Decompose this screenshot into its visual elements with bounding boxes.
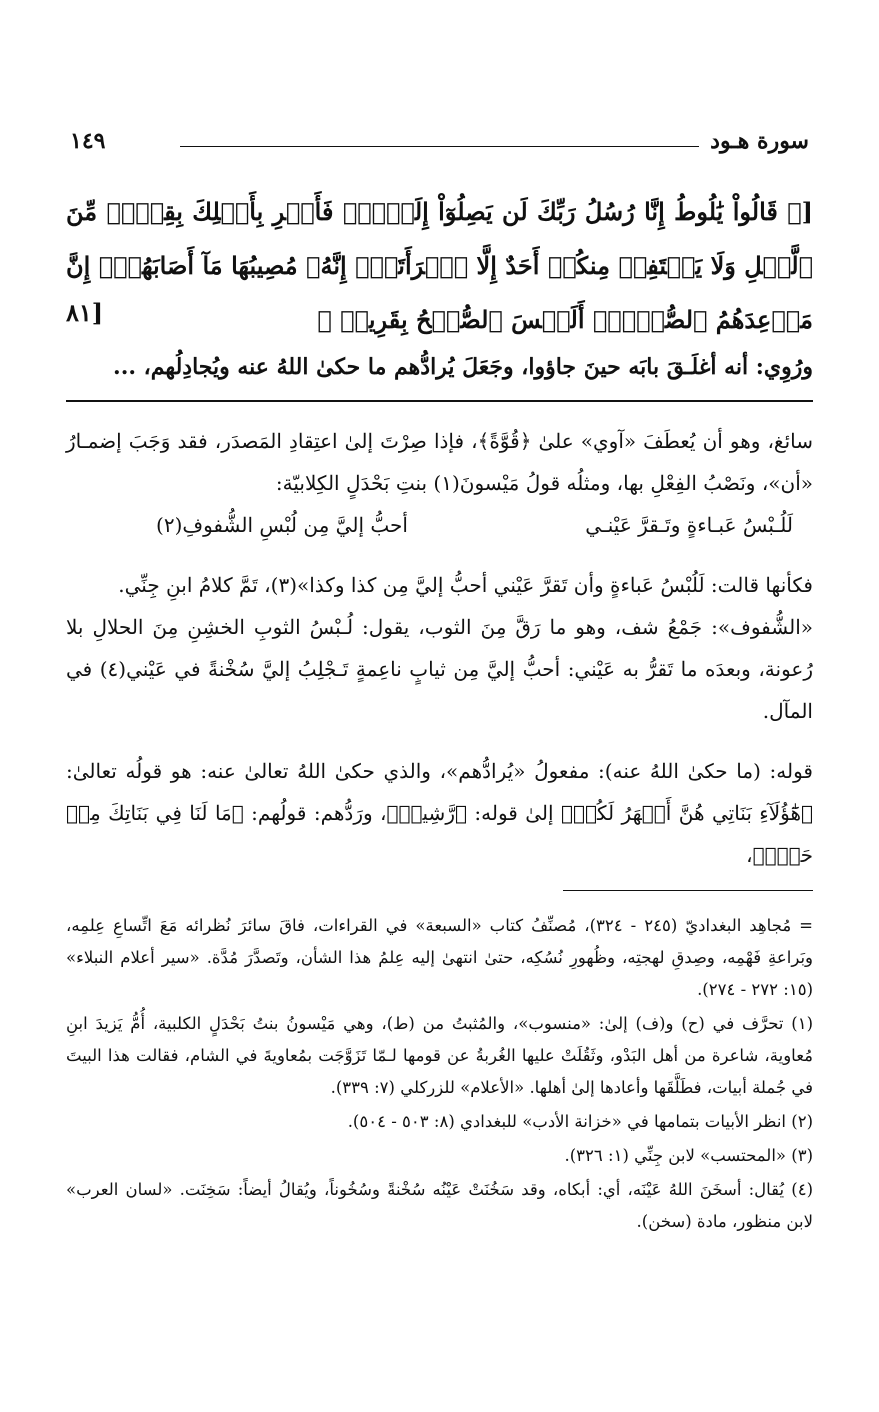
paragraph-4: قوله: (ما حكىٰ اللهُ عنه): مفعولُ «يُرادُّهم»، والذي حكىٰ اللهُ تعالىٰ عنه: هو قولُه تعالىٰ: ﴿هَٰٓؤُلَآءِ بَنَاتِي هُنَّ أَطۡهَرُ لَكُمۡ﴾ إلىٰ قوله: ﴿رَّشِيدٞ﴾، ورَدُّهم: قولُهم: ﴿مَا لَنَا فِي بَنَاتِكَ مِنۡ حَقّٖ﴾، — [66, 759, 813, 867]
commentary-body — [66, 420, 813, 876]
header-rule — [180, 146, 699, 147]
paragraph-1: سائغ، وهو أن يُعطَفَ «آوي» علىٰ ﴿قُوَّةً﴾، فإذا صِرْتَ إلىٰ اعتِقادِ المَصدَر، فقد وَجَبَ إضمـارُ «أن»، ونَصْبُ الفِعْلِ بها، ومثلُه قولُ مَيْسونَ(١) بنتِ بَحْدَلٍ الكِلابيّة: — [66, 429, 813, 495]
footnote-3: (٣) «المحتسب» لابن جِنِّي (١: ٣٢٦). — [564, 1146, 813, 1165]
poem-line — [66, 504, 813, 546]
surah-title: سورة هـود — [710, 128, 809, 154]
paragraph-3: «الشُّفوف»: جَمْعُ شف، وهو ما رَقَّ مِنَ الثوب، يقول: لُـبْسُ الثوبِ الخشِنِ مِنَ الحلالِ بلا رُعونة، وبعدَه ما تَقرُّ به عَيْني: أحبُّ إليَّ مِن ثيابٍ ناعِمةٍ تَـجْلِبُ إليَّ سُخْنةً في عَيْني(٤) في المآل. — [66, 615, 813, 723]
footnotes — [66, 910, 813, 1240]
poem-hemistich-first: لَلُـبْسُ عَبـاءةٍ وتَـقرَّ عَيْنـي — [585, 513, 793, 537]
paragraph-2: فكأنها قالت: لَلُبْسُ عَباءةٍ وأن تَقرَّ عَيْني أحبُّ إليَّ مِن كذا وكذا»(٣)، تَمَّ كلامُ ابنِ جِنِّي. — [118, 573, 813, 597]
quran-verse: [﴿ قَالُواْ يَٰلُوطُ إِنَّا رُسُلُ رَبِّكَ لَن يَصِلُوٓاْ إِلَيۡكَۖ فَأَسۡرِ بِأَهۡلِكَ بِقِطۡعٖ مِّنَ ٱلَّيۡلِ وَلَا يَلۡتَفِتۡ مِنكُمۡ أَحَدٌ إِلَّا ٱمۡرَأَتَكَۖ إِنَّهُۥ مُصِيبُهَا مَآ أَصَابَهُمۡۚ إِنَّ مَوۡعِدَهُمُ ٱلصُّبۡحُۚ أَلَيۡسَ ٱلصُّبۡحُ بِقَرِيبٖ ﴾ — [66, 197, 813, 334]
commentary-lead: ورُوِي: أنه أغلَـقَ بابَه حينَ جاؤوا، وجَعَلَ يُرادُّهم ما حكىٰ اللهُ عنه ويُجادِلُهم، ... — [113, 354, 813, 380]
footnote-2: (٢) انظر الأبيات بتمامها في «خزانة الأدب» للبغدادي (٨: ٥٠٣ - ٥٠٤). — [347, 1112, 813, 1131]
footnote-4: (٤) يُقال: أسخَنَ اللهُ عَيْنَه، أي: أبكاه، وقد سَخُنَتْ عَيْنُه سُخْنةً وسُخُوناً، ويُقالُ أيضاً: سَخِنَت. «لسان العرب» لابن منظور، مادة (سخن). — [66, 1180, 813, 1231]
verse-number: [٨١ — [66, 298, 104, 327]
poem-hemistich-second: أحبُّ إليَّ مِن لُبْسِ الشُّفوفِ(٢) — [156, 513, 408, 537]
footnote-divider — [563, 890, 813, 891]
page-number: ١٤٩ — [70, 128, 106, 154]
footnote-1: (١) تحرَّف في (ح) و(ف) إلىٰ: «منسوب»، والمُثبتُ من (ط)، وهي مَيْسونُ بنتُ بَحْدَلٍ الكلبية، أُمُّ يَزيدَ ابنِ مُعاوية، شاعرة من أهل البَدْو، وثَقُلَتْ عليها الغُربةُ عن قومها لـمّا تَزَوَّجَت بمُعاويةَ في الشام، فقالت هذا البيتَ في جُملة أبيات، فطَلَّقَها وأعادها إلىٰ أهلها. «الأعلام» للزركلي (٧: ٣٣٩). — [66, 1014, 813, 1097]
page-header — [70, 128, 809, 168]
footnote-continued: = مُجاهِد البغداديّ (٢٤٥ - ٣٢٤)، مُصنِّفُ كتاب «السبعة» في القراءات، فاقَ سائرَ نُظرائه مَعَ اتِّساعِ عِلمِه، وبَراعةِ فَهْمِه، وصِدقِ لهجتِه، وظُهورِ نُسُكِه، حتىٰ انتهىٰ إليه عِلمُ هذا الشأن، وتَصدَّرَ مُدَّة. «سير أعلام النبلاء» (١٥: ٢٧٢ - ٢٧٤). — [66, 916, 813, 999]
section-divider — [66, 400, 813, 402]
